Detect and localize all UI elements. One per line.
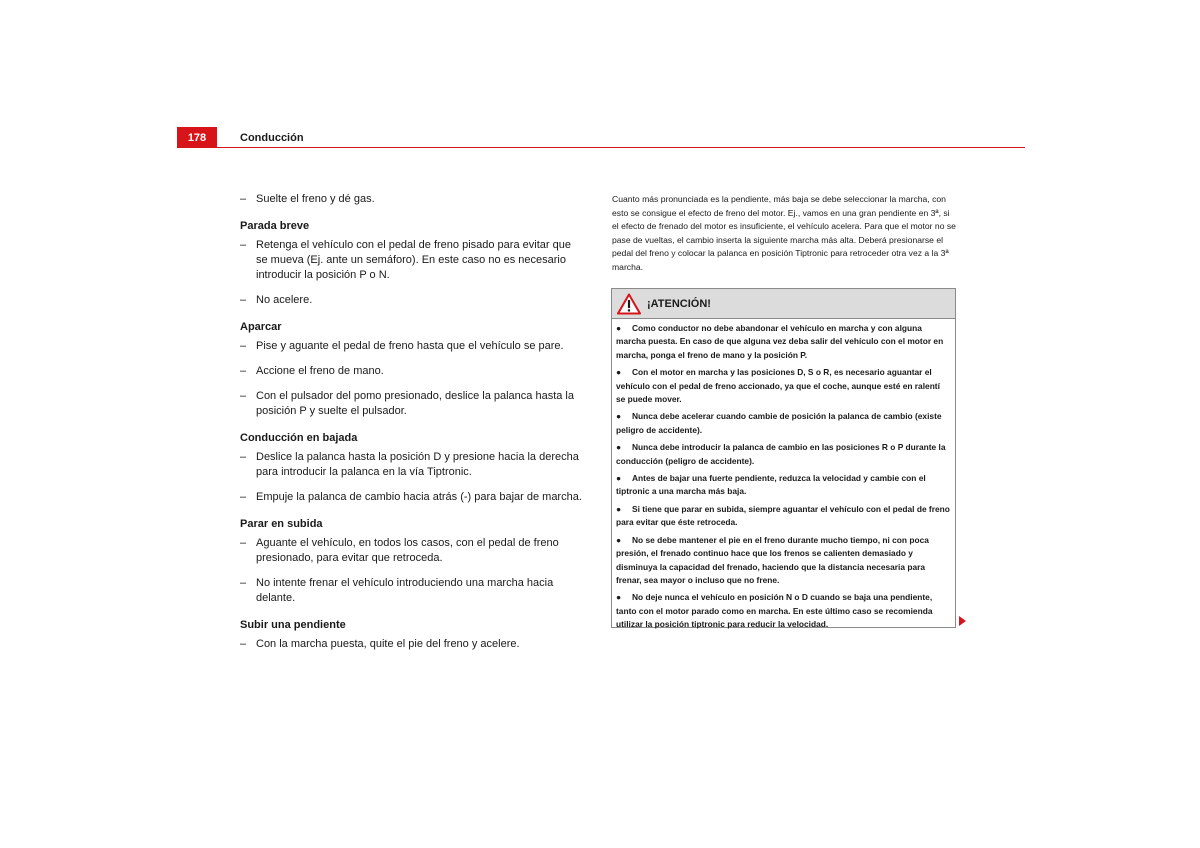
warning-item [616, 534, 951, 588]
list-item [240, 576, 585, 606]
list-item [240, 637, 585, 652]
list-item [240, 238, 585, 283]
warning-item-text: Como conductor no debe abandonar el vehículo en marcha y con alguna marcha puesta. En caso de que alguna vez deba salir del vehículo con el motor en marcha, ponga el freno de mano y la posición P. [616, 323, 944, 360]
list-item [240, 490, 585, 505]
left-column [240, 192, 585, 662]
page-header [177, 127, 1025, 149]
bullet-icon: ● [616, 473, 622, 484]
list-item [240, 364, 585, 379]
section-title: Conducción [240, 132, 304, 144]
warning-item [616, 472, 951, 499]
list-item [240, 339, 585, 354]
list-item-text: Empuje la palanca de cambio hacia atrás (-) para bajar de marcha. [256, 491, 582, 503]
bullet-icon: ● [616, 367, 622, 378]
dash-bullet: – [240, 577, 247, 589]
bullet-icon: ● [616, 411, 622, 422]
warning-item [616, 441, 951, 468]
warning-item [616, 503, 951, 530]
list-item-text: Pise y aguante el pedal de freno hasta que el vehículo se pare. [256, 340, 564, 352]
warning-header [612, 289, 955, 319]
list-item [240, 389, 585, 419]
dash-bullet: – [240, 537, 247, 549]
warning-item [616, 410, 951, 437]
list-item [240, 293, 585, 308]
warning-item-text: No se debe mantener el pie en el freno durante mucho tiempo, ni con poca presión, el frenado continuo hace que los frenos se calienten demasiado y disminuya la capacidad del frenado, haciendo que la distancia necesaria para frenar, sea mayor o incluso que no frene. [616, 534, 929, 585]
bullet-icon: ● [616, 442, 622, 453]
warning-item [616, 366, 951, 406]
dash-bullet: – [240, 451, 247, 463]
warning-item-text: No deje nunca el vehículo en posición N o D cuando se baja una pendiente, tanto con el motor parado como en marcha. En este último caso se recomienda utilizar la posición tiptronic para reducir la velocidad. [616, 592, 933, 630]
warning-body [612, 319, 955, 632]
warning-item [616, 322, 951, 362]
dash-bullet: – [240, 193, 247, 205]
dash-bullet: – [240, 239, 247, 251]
list-item-text: No acelere. [256, 294, 313, 306]
header-rule [217, 147, 1025, 148]
list-item-text: No intente frenar el vehículo introduciendo una marcha hacia delante. [256, 577, 554, 604]
dash-bullet: – [240, 390, 247, 402]
list-item-text: Con la marcha puesta, quite el pie del freno y acelere. [256, 638, 520, 650]
list-item [240, 450, 585, 480]
continue-arrow-icon [959, 616, 966, 626]
heading-aparcar: Aparcar [240, 321, 282, 333]
warning-item-text: Nunca debe acelerar cuando cambie de posición la palanca de cambio (existe peligro de accidente). [616, 411, 942, 435]
list-item-text: Aguante el vehículo, en todos los casos, con el pedal de freno presionado, para evitar que retroceda. [256, 537, 559, 564]
warning-item-text: Con el motor en marcha y las posiciones D, S o R, es necesario aguantar el vehículo con el pedal de freno accionado, ya que el coche, aunque esté en ralentí se puede mover. [616, 367, 940, 405]
bullet-icon: ● [616, 503, 622, 514]
heading-parar-en-subida: Parar en subida [240, 518, 323, 530]
intro-paragraph: Cuanto más pronunciada es la pendiente, más baja se debe seleccionar la marcha, con esto se consigue el efecto de freno del motor. Ej., vamos en una gran pendiente en 3ª, si el efecto de frenado del motor es insuficiente, el vehículo acelera. Para que el motor no se pase de vueltas, el cambio inserta la siguiente marcha más alta. Deberá presionarse el pedal del freno y colocar la palanca en posición Tiptronic para retroceder otra vez a la 3ª marcha. [612, 194, 956, 272]
dash-bullet: – [240, 491, 247, 503]
warning-item [616, 591, 951, 631]
list-item-text: Suelte el freno y dé gas. [256, 193, 375, 205]
heading-subir-una-pendiente: Subir una pendiente [240, 619, 346, 631]
warning-item-text: Si tiene que parar en subida, siempre aguantar el vehículo con el pedal de freno para evitar que éste retroceda. [616, 503, 950, 528]
heading-conduccion-en-bajada: Conducción en bajada [240, 432, 358, 444]
dash-bullet: – [240, 294, 247, 306]
list-item [240, 536, 585, 566]
bullet-icon: ● [616, 592, 622, 603]
dash-bullet: – [240, 340, 247, 352]
list-item-text: Deslice la palanca hasta la posición D y presione hacia la derecha para introducir la palanca en la vía Tiptronic. [256, 451, 579, 478]
page-number: 178 [177, 127, 217, 148]
bullet-icon: ● [616, 323, 622, 333]
list-item-text: Accione el freno de mano. [256, 365, 384, 377]
list-item-text: Con el pulsador del pomo presionado, deslice la palanca hasta la posición P y suelte el pulsador. [256, 390, 574, 417]
warning-item-text: Antes de bajar una fuerte pendiente, reduzca la velocidad y cambie con el tiptronic a una marcha más baja. [616, 473, 926, 497]
warning-item-text: Nunca debe introducir la palanca de cambio en las posiciones R o P durante la conducción (peligro de accidente). [616, 442, 946, 466]
bullet-icon: ● [616, 534, 622, 545]
warning-box [611, 288, 956, 628]
heading-parada-breve: Parada breve [240, 220, 310, 232]
dash-bullet: – [240, 365, 247, 377]
list-item-text: Retenga el vehículo con el pedal de freno pisado para evitar que se mueva (Ej. ante un semáforo). En este caso no es necesario introducir la posición P o N. [256, 239, 571, 281]
warning-triangle-icon [617, 293, 641, 315]
warning-title: ¡ATENCIÓN! [647, 297, 711, 310]
list-item [240, 192, 585, 207]
dash-bullet: – [240, 638, 247, 650]
